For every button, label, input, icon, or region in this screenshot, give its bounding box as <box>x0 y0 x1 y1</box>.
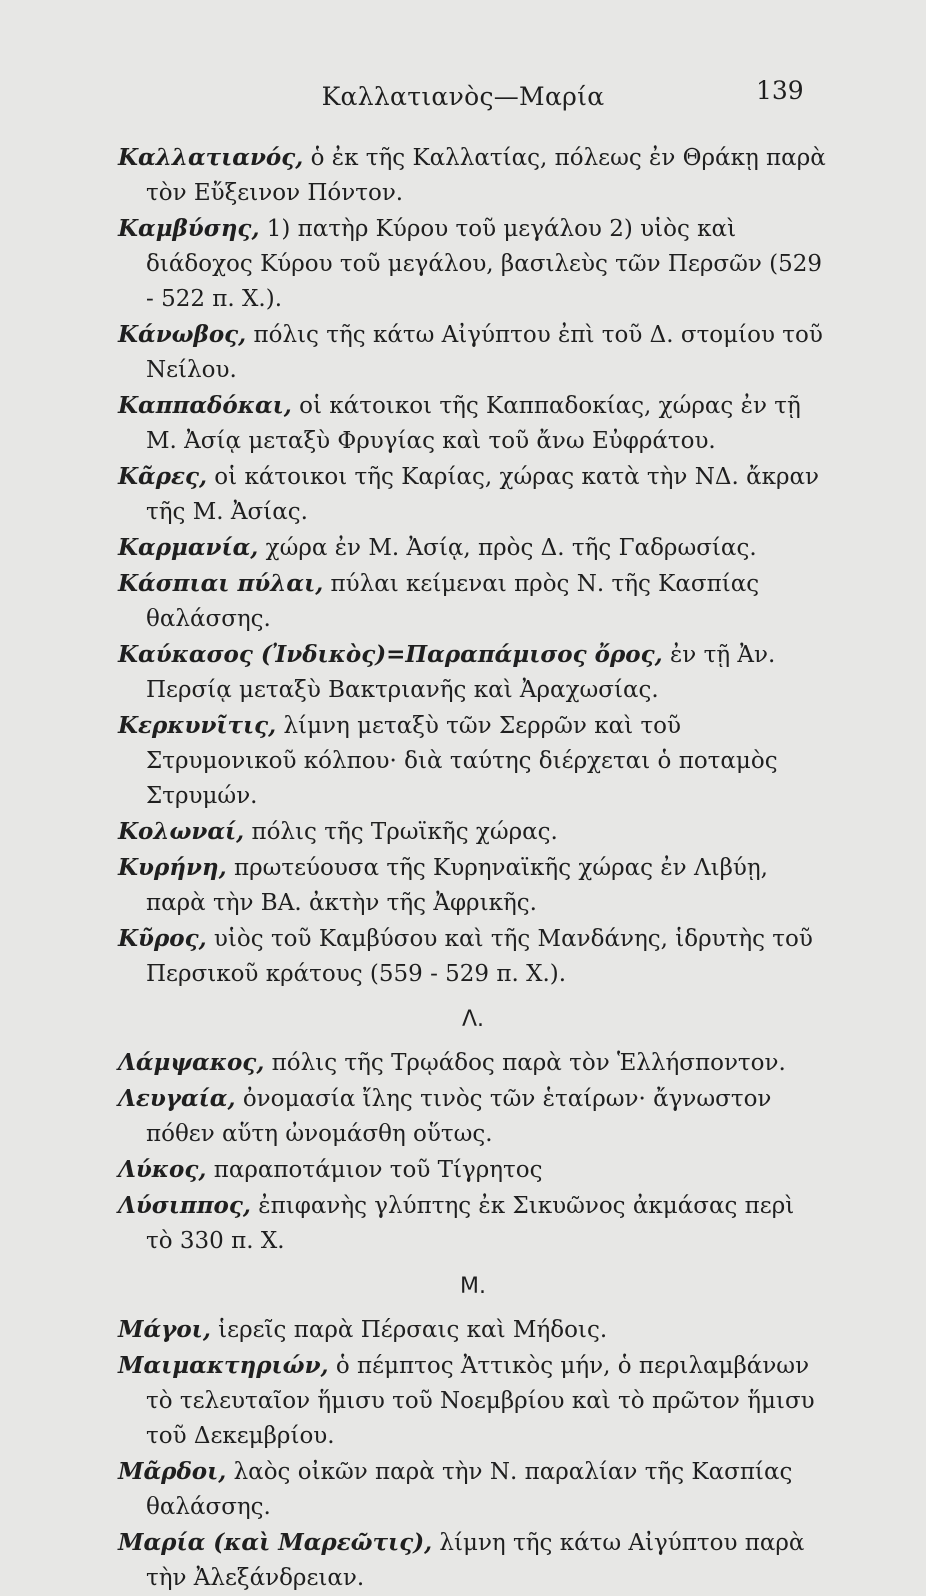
glossary-entry <box>118 459 828 530</box>
entry-headword: Καμβύσης, <box>118 215 260 242</box>
entry-definition: παραποτάμιον τοῦ Τίγρητος <box>213 1157 543 1183</box>
glossary-entry <box>118 1188 828 1259</box>
entry-definition: οἱ κάτοικοι τῆς Καππαδοκίας, χώρας ἐν τῇ Μ. Ἀσίᾳ μεταξὺ Φρυγίας καὶ τοῦ ἄνω Εὐφράτου. <box>146 393 801 454</box>
glossary-entry <box>118 850 828 921</box>
entry-definition: ἐπιφανὴς γλύπτης ἐκ Σικυῶνος ἀκμάσας περὶ τὸ 330 π. Χ. <box>146 1193 795 1254</box>
entry-definition: ἱερεῖς παρὰ Πέρσαις καὶ Μήδοις. <box>218 1317 608 1343</box>
entry-headword: Καρμανία, <box>118 534 259 561</box>
entry-definition: 1) πατὴρ Κύρου τοῦ μεγάλου 2) υἱὸς καὶ διάδοχος Κύρου τοῦ μεγάλου, βασιλεὺς τῶν Περσῶν (529 - 522 π. Χ.). <box>146 216 823 312</box>
entry-headword: Μαρία (καὶ Μαρεῶτις), <box>118 1529 433 1556</box>
glossary-entries <box>118 140 828 1596</box>
entry-definition: πόλις τῆς Τρωϊκῆς χώρας. <box>251 819 558 845</box>
entry-definition: λίμνη τῆς κάτω Αἰγύπτου παρὰ τὴν Ἀλεξάνδρειαν. <box>146 1530 805 1591</box>
entry-headword: Λάμψακος, <box>118 1049 265 1076</box>
entry-headword: Κολωναί, <box>118 818 245 845</box>
glossary-entry <box>118 566 828 637</box>
entry-headword: Λύσιππος, <box>118 1192 251 1219</box>
entry-definition: πόλις τῆς Τρῳάδος παρὰ τὸν Ἑλλήσποντον. <box>271 1050 786 1076</box>
entry-definition: πόλις τῆς κάτω Αἰγύπτου ἐπὶ τοῦ Δ. στομίου τοῦ Νείλου. <box>146 322 823 383</box>
entry-definition: οἱ κάτοικοι τῆς Καρίας, χώρας κατὰ τὴν ΝΔ. ἄκραν τῆς Μ. Ἀσίας. <box>146 464 820 525</box>
glossary-entry <box>118 921 828 992</box>
glossary-entry <box>118 317 828 388</box>
entry-definition: πύλαι κείμεναι πρὸς Ν. τῆς Κασπίας θαλάσσης. <box>146 571 760 632</box>
page-number: 139 <box>756 76 804 105</box>
entry-definition: λίμνη μεταξὺ τῶν Σερρῶν καὶ τοῦ Στρυμονικοῦ κόλπου· διὰ ταύτης διέρχεται ὁ ποταμὸς Στρυμών. <box>146 713 778 809</box>
entry-headword: Μαιμακτηριών, <box>118 1352 329 1379</box>
entry-definition: ὀνομασία ἴλης τινὸς τῶν ἑταίρων· ἄγνωστον πόθεν αὕτη ὠνομάσθη οὕτως. <box>146 1086 772 1147</box>
entry-definition: ἐν τῇ Ἀν. Περσίᾳ μεταξὺ Βακτριανῆς καὶ Ἀραχωσίας. <box>146 642 776 703</box>
entry-headword: Λύκος, <box>118 1156 207 1183</box>
glossary-entry <box>118 1152 828 1188</box>
entry-headword: Κῦρος, <box>118 925 207 952</box>
glossary-entry <box>118 140 828 211</box>
glossary-entry <box>118 388 828 459</box>
glossary-entry <box>118 1045 828 1081</box>
entry-headword: Καλλατιανός, <box>118 144 304 171</box>
glossary-entry <box>118 1525 828 1596</box>
section-letter-lambda: Λ. <box>461 1007 485 1032</box>
glossary-entry <box>118 1454 828 1525</box>
entry-headword: Κυρήνη, <box>118 854 227 881</box>
entry-definition: χώρα ἐν Μ. Ἀσίᾳ, πρὸς Δ. τῆς Γαδρωσίας. <box>265 535 757 561</box>
entry-headword: Καππαδόκαι, <box>118 392 292 419</box>
entry-definition: πρωτεύουσα τῆς Κυρηναϊκῆς χώρας ἐν Λιβύῃ, παρὰ τὴν ΒΑ. ἀκτὴν τῆς Ἀφρικῆς. <box>146 855 768 916</box>
entry-definition: υἱὸς τοῦ Καμβύσου καὶ τῆς Μανδάνης, ἱδρυτὴς τοῦ Περσικοῦ κράτους (559 - 529 π. Χ.). <box>146 926 813 987</box>
entry-headword: Μάγοι, <box>118 1316 211 1343</box>
entry-definition: λαὸς οἰκῶν παρὰ τὴν Ν. παραλίαν τῆς Κασπίας θαλάσσης. <box>146 1459 793 1520</box>
glossary-entry <box>118 211 828 317</box>
glossary-entry <box>118 530 828 566</box>
section-letter-mu: Μ. <box>460 1274 486 1299</box>
entry-headword: Κερκυνῖτις, <box>118 712 277 739</box>
glossary-entry <box>118 708 828 814</box>
entry-definition: ὁ πέμπτος Ἀττικὸς μήν, ὁ περιλαμβάνων τὸ τελευταῖον ἥμισυ τοῦ Νοεμβρίου καὶ τὸ πρῶτον ἥμισυ τοῦ Δεκεμβρίου. <box>146 1353 815 1449</box>
glossary-entry <box>118 814 828 850</box>
entry-headword: Κάσπιαι πύλαι, <box>118 570 324 597</box>
running-title: Καλλατιανὸς—Μαρία <box>321 82 605 111</box>
entry-headword: Μᾶρδοι, <box>118 1458 227 1485</box>
glossary-entry <box>118 637 828 708</box>
glossary-entry <box>118 1081 828 1152</box>
glossary-entry <box>118 1312 828 1348</box>
entry-headword: Λευγαία, <box>118 1085 236 1112</box>
entry-definition: ὁ ἐκ τῆς Καλλατίας, πόλεως ἐν Θράκῃ παρὰ τὸν Εὔξεινον Πόντον. <box>146 145 826 206</box>
entry-headword: Κᾶρες, <box>118 463 207 490</box>
glossary-entry <box>118 1348 828 1454</box>
entry-headword: Κάνωβος, <box>118 321 247 348</box>
entry-headword: Καύκασος (Ἰνδικὸς)=Παραπάμισος ὄρος, <box>118 641 663 668</box>
